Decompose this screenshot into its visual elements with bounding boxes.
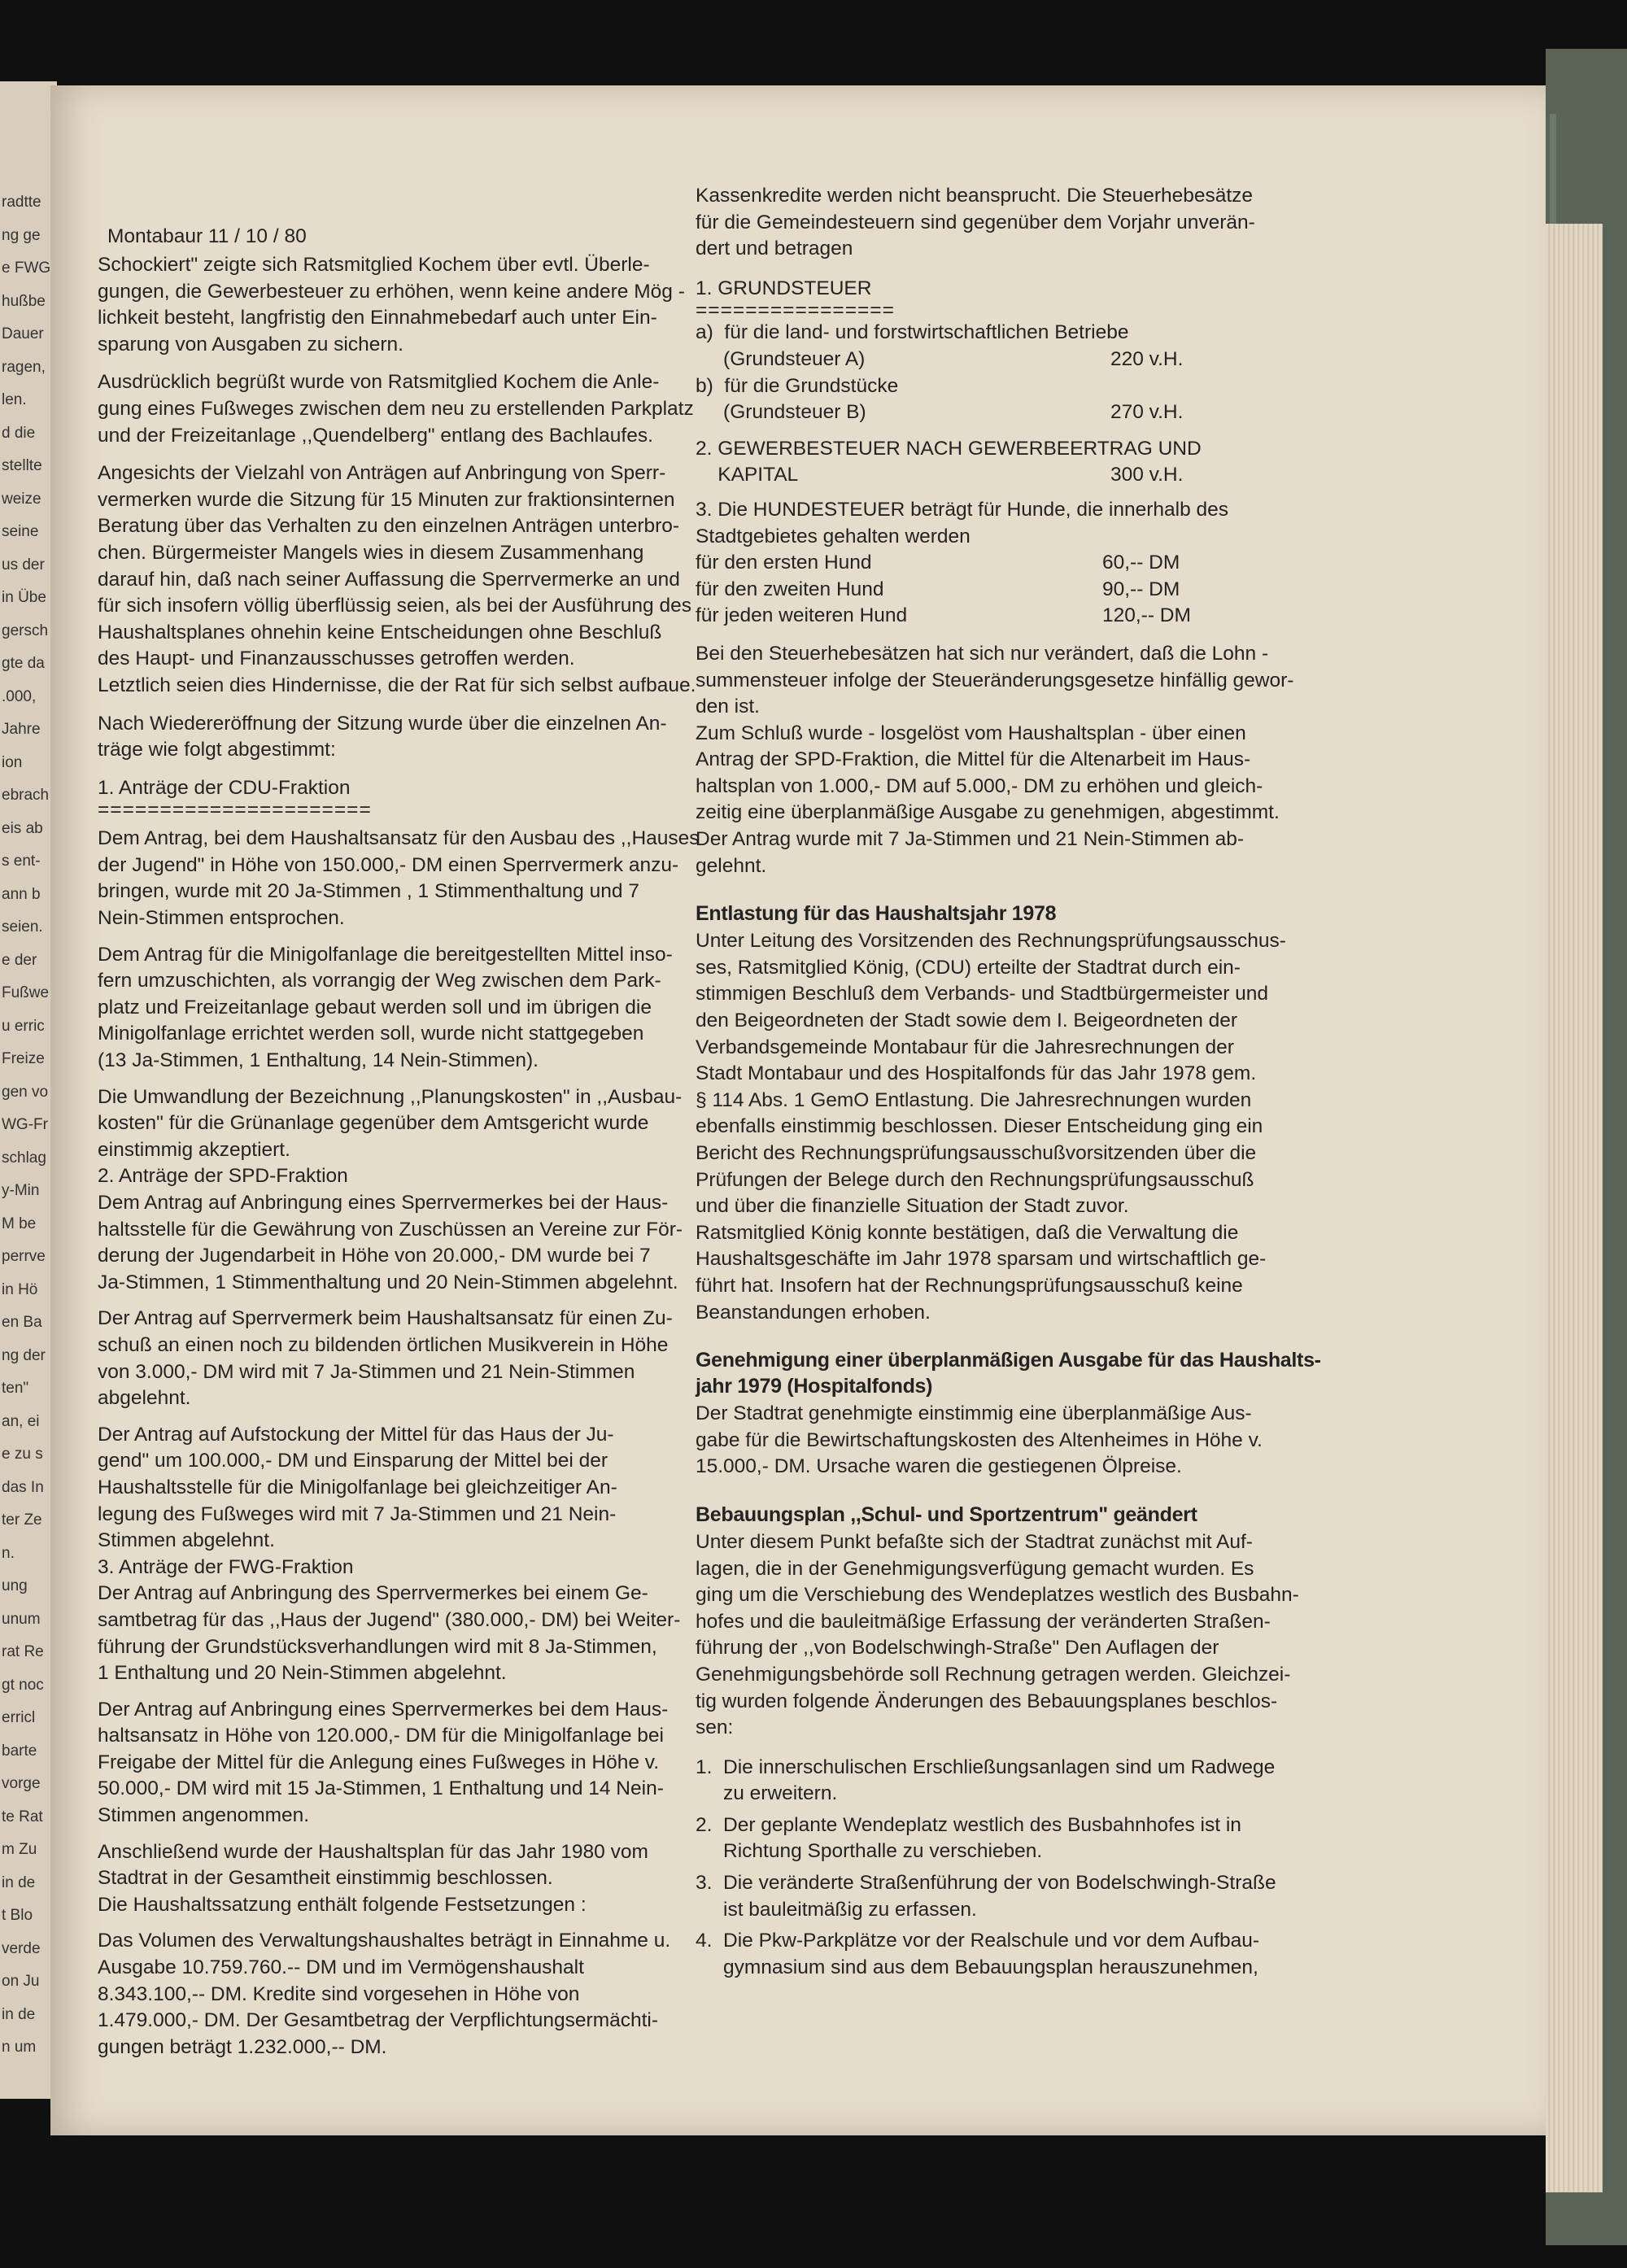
text-line: fern umzuschichten, als vorrangig der Weg zwischen dem Park- xyxy=(98,970,661,992)
list-item xyxy=(696,1870,1314,1923)
adjacent-page-fragment: t Blo xyxy=(2,1907,33,1924)
text-line: Stadtgebietes gehalten werden xyxy=(696,525,971,547)
adjacent-page-fragment: n um xyxy=(2,2039,37,2056)
adjacent-page-fragment: y-Min xyxy=(2,1182,40,1199)
text-line: Freigabe der Mittel für die Anlegung eines Fußweges in Höhe v. xyxy=(98,1751,660,1773)
grundsteuer-table xyxy=(696,320,1314,425)
adjacent-page-fragment: in de xyxy=(2,2005,36,2023)
text-line: Die Haushaltssatzung enthält folgende Festsetzungen : xyxy=(98,1893,587,1916)
text-line: 3. Die HUNDESTEUER beträgt für Hunde, die innerhalb des xyxy=(696,498,1229,521)
page-stack-edges xyxy=(1546,224,1603,2192)
adjacent-page-fragment: rat Re xyxy=(2,1643,44,1660)
list-item xyxy=(696,1755,1314,1808)
text-line: derung der Jugendarbeit in Höhe von 20.000,- DM wurde bei 7 xyxy=(98,1245,651,1267)
adjacent-page-fragment: ragen, xyxy=(2,358,46,376)
text-line: Der Antrag auf Anbringung des Sperrvermerkes bei einem Ge- xyxy=(98,1582,648,1605)
text-line: sparung von Ausgaben zu sichern. xyxy=(98,333,403,355)
paragraph xyxy=(98,1839,716,1919)
adjacent-page-fragment: ter Ze xyxy=(2,1511,42,1529)
right-column xyxy=(696,183,1321,1986)
text-line: träge wie folgt abgestimmt: xyxy=(98,739,336,761)
adjacent-page-fragment: e FWG xyxy=(2,260,51,277)
grundsteuer-value: 220 v.H. xyxy=(1110,347,1184,370)
grundsteuer-row xyxy=(696,399,1314,426)
paragraph xyxy=(98,942,716,1075)
text-line: und der Freizeitanlage ,,Quendelberg" entlang des Bachlaufes. xyxy=(98,424,653,447)
list-number: 2. xyxy=(696,1813,713,1836)
paragraph xyxy=(696,928,1314,1326)
text-line: führung der ,,von Bodelschwingh-Straße" Den Auflagen der xyxy=(696,1637,1219,1660)
left-column xyxy=(98,252,716,2070)
adjacent-page-fragment: gt noc xyxy=(2,1676,44,1694)
text-line: Der Stadtrat genehmigte einstimmig eine überplanmäßige Aus- xyxy=(696,1402,1252,1425)
text-line: Beanstandungen erhoben. xyxy=(696,1301,931,1324)
text-line: den Beigeordneten der Stadt sowie dem I. Beigeordneten der xyxy=(696,1010,1238,1032)
adjacent-page-fragment: radtte xyxy=(2,194,41,211)
section-title-grundsteuer: 1. GRUNDSTEUER xyxy=(696,277,872,299)
list-item xyxy=(696,1928,1314,1981)
paragraph xyxy=(696,641,1314,879)
text-line: hofes und die bauleitmäßige Erfassung der veränderten Straßen- xyxy=(696,1610,1271,1633)
section-underline: ================ xyxy=(696,299,895,322)
text-line: Dem Antrag, bei dem Haushaltsansatz für den Ausbau des ,,Hauses xyxy=(98,827,700,850)
adjacent-page-fragment: gte da xyxy=(2,655,45,672)
list-number: 4. xyxy=(696,1930,713,1952)
section-title-spd: 2. Anträge der SPD-Fraktion xyxy=(98,1165,348,1188)
text-line: Ausgabe 10.759.760.-- DM und im Vermögenshaushalt xyxy=(98,1956,584,1979)
section-underline: ====================== xyxy=(98,799,372,822)
paragraph xyxy=(696,1529,1314,1742)
document-page xyxy=(50,85,1546,2135)
section-title-fwg: 3. Anträge der FWG-Fraktion xyxy=(98,1555,354,1578)
text-line: führung der Grundstücksverhandlungen wird mit 8 Ja-Stimmen, xyxy=(98,1635,657,1658)
adjacent-page-fragment: gersch xyxy=(2,622,49,639)
grundsteuer-label: (Grundsteuer A) xyxy=(696,347,866,370)
text-line: schuß an einen noch zu bildenden örtlichen Musikverein in Höhe xyxy=(98,1333,669,1356)
adjacent-page-fragment: .000, xyxy=(2,687,37,705)
list-item xyxy=(696,1812,1314,1865)
heading-bebauungsplan: Bebauungsplan ,,Schul- und Sportzentrum" geändert xyxy=(696,1503,1197,1526)
text-line: summensteuer infolge der Steueränderungsgesetze hinfällig gewor- xyxy=(696,669,1294,691)
text-line: ses, Ratsmitglied König, (CDU) erteilte der Stadtrat durch ein- xyxy=(696,956,1241,979)
adjacent-page-fragment: Jahre xyxy=(2,721,41,738)
adjacent-page-fragment: te Rat xyxy=(2,1808,43,1825)
grundsteuer-label: b) für die Grundstücke xyxy=(696,374,899,397)
adjacent-page-fragment: in Hö xyxy=(2,1280,38,1298)
text-line: Angesichts der Vielzahl von Anträgen auf Anbringung von Sperr- xyxy=(98,462,666,485)
text-line: gungen, die Gewerbesteuer zu erhöhen, wenn keine andere Mög - xyxy=(98,280,685,303)
text-line: Nach Wiedereröffnung der Sitzung wurde über die einzelnen An- xyxy=(98,712,667,735)
text-line: Haushaltsplanes ohnehin keine Entscheidungen ohne Beschluß xyxy=(98,621,662,643)
adjacent-page-fragment: s ent- xyxy=(2,853,41,870)
hundesteuer-label: für jeden weiteren Hund xyxy=(696,604,908,627)
text-line: tig wurden folgende Änderungen des Bebauungsplanes beschlos- xyxy=(696,1690,1278,1712)
text-line: Anschließend wurde der Haushaltsplan für das Jahr 1980 vom xyxy=(98,1840,648,1863)
text-line: (13 Ja-Stimmen, 1 Enthaltung, 14 Nein-Stimmen). xyxy=(98,1049,539,1072)
paragraph xyxy=(98,460,716,699)
text-line: Stimmen abgelehnt. xyxy=(98,1529,275,1552)
text-line: Unter Leitung des Vorsitzenden des Rechnungsprüfungsausschus- xyxy=(696,930,1286,953)
text-line: 1 Enthaltung und 20 Nein-Stimmen abgelehnt. xyxy=(98,1662,507,1685)
text-line: des Haupt- und Finanzausschusses getroffen werden. xyxy=(98,648,575,670)
adjacent-page-fragment: len. xyxy=(2,391,27,408)
text-line: Der geplante Wendeplatz westlich des Busbahnhofes ist in xyxy=(723,1813,1241,1836)
text-line: lichkeit besteht, langfristig den Einnahmebedarf auch unter Ein- xyxy=(98,307,657,329)
gewerbesteuer-label: KAPITAL xyxy=(696,464,799,486)
text-line: den ist. xyxy=(696,696,760,718)
paragraph xyxy=(696,1401,1314,1481)
paragraph xyxy=(98,826,716,931)
adjacent-page-fragment: WG-Fr xyxy=(2,1116,48,1133)
text-line: haltsansatz in Höhe von 120.000,- DM für die Minigolfanlage bei xyxy=(98,1725,664,1747)
text-line: von 3.000,- DM wird mit 7 Ja-Stimmen und 21 Nein-Stimmen xyxy=(98,1360,635,1383)
paragraph xyxy=(98,1581,716,1686)
adjacent-page-fragment: ng ge xyxy=(2,226,41,244)
text-line: Dem Antrag auf Anbringung eines Sperrvermerkes bei der Haus- xyxy=(98,1192,669,1214)
text-line: Kassenkredite werden nicht beansprucht. Die Steuerhebesätze xyxy=(696,185,1254,207)
adjacent-page-fragment: ann b xyxy=(2,885,41,903)
text-line: Stadtrat in der Gesamtheit einstimmig beschlossen. xyxy=(98,1867,553,1890)
list-text xyxy=(723,1755,1275,1808)
gewerbesteuer-row xyxy=(696,462,1314,489)
adjacent-page-fragment: us der xyxy=(2,556,45,574)
adjacent-page-fragment: ebrach xyxy=(2,787,50,804)
adjacent-page-fragment: n. xyxy=(2,1544,15,1562)
adjacent-page-fragment: hußbe xyxy=(2,292,46,310)
text-line: lagen, die in der Genehmigungsverfügung gemacht wurden. Es xyxy=(696,1557,1254,1580)
adjacent-page-fragment: ion xyxy=(2,753,23,771)
hundesteuer-table xyxy=(696,550,1314,630)
text-line: Richtung Sporthalle zu verschieben. xyxy=(723,1840,1043,1863)
adjacent-page-fragment: en Ba xyxy=(2,1314,42,1331)
text-line: für die Gemeindesteuern sind gegenüber dem Vorjahr unverän- xyxy=(696,211,1255,233)
paragraph xyxy=(696,497,1314,550)
adjacent-page-fragment: Dauer xyxy=(2,325,44,342)
text-line: zeitig eine überplanmäßige Ausgabe zu genehmigen, abgestimmt. xyxy=(696,801,1280,824)
paragraph xyxy=(98,1190,716,1296)
gewerbesteuer-title: 2. GEWERBESTEUER NACH GEWERBEERTRAG UND xyxy=(696,437,1202,460)
adjacent-page-fragment: stellte xyxy=(2,457,42,474)
hundesteuer-row xyxy=(696,550,1314,577)
text-line: § 114 Abs. 1 GemO Entlastung. Die Jahresrechnungen wurden xyxy=(696,1088,1252,1111)
adjacent-page-fragment: m Zu xyxy=(2,1841,37,1858)
text-line: vermerken wurde die Sitzung für 15 Minuten zur fraktionsinternen xyxy=(98,488,675,511)
text-line: Minigolfanlage errichtet werden soll, wurde nicht stattgegeben xyxy=(98,1023,644,1045)
adjacent-page-fragment: das In xyxy=(2,1478,44,1496)
text-line: Der Antrag auf Aufstockung der Mittel für das Haus der Ju- xyxy=(98,1423,614,1446)
adjacent-page-fragment: in Übe xyxy=(2,589,46,606)
adjacent-page-fragment: seine xyxy=(2,523,39,540)
adjacent-page-fragment: seien. xyxy=(2,918,43,936)
paragraph xyxy=(98,1697,716,1830)
text-line: gabe für die Bewirtschaftungskosten des Altenheimes in Höhe v. xyxy=(696,1428,1263,1451)
adjacent-page-fragment: e der xyxy=(2,951,37,969)
adjacent-page-fragment: verde xyxy=(2,1939,41,1957)
adjacent-page-fragment: perrve xyxy=(2,1248,46,1265)
hundesteuer-row xyxy=(696,577,1314,604)
text-line: stimmigen Beschluß dem Verbands- und Stadtbürgermeister und xyxy=(696,983,1269,1005)
text-line: Stadt Montabaur und des Hospitalfonds für das Jahr 1978 gem. xyxy=(696,1062,1257,1085)
hundesteuer-label: für den ersten Hund xyxy=(696,552,872,574)
text-line: 1.479.000,- DM. Der Gesamtbetrag der Verpflichtungsermächti- xyxy=(98,2009,659,2032)
adjacent-page-fragment: erricl xyxy=(2,1709,36,1726)
adjacent-page-fragment: barte xyxy=(2,1742,37,1760)
paragraph xyxy=(98,1084,716,1164)
text-line: Antrag der SPD-Fraktion, die Mittel für die Altenarbeit im Haus- xyxy=(696,748,1251,771)
hundesteuer-value: 60,-- DM xyxy=(1102,552,1180,574)
text-line: gung eines Fußweges zwischen dem neu zu erstellenden Parkplatz xyxy=(98,397,694,420)
paragraph xyxy=(98,369,716,449)
text-line: für sich insofern völlig überflüssig seien, als bei der Ausführung des xyxy=(98,595,691,617)
adjacent-page-fragment: in de xyxy=(2,1873,36,1891)
adjacent-page-fragment: e zu s xyxy=(2,1446,43,1463)
list-number: 1. xyxy=(696,1756,713,1778)
text-line: Die Umwandlung der Bezeichnung ,,Planungskosten" in ,,Ausbau- xyxy=(98,1085,683,1108)
hundesteuer-row xyxy=(696,603,1314,630)
text-line: Der Antrag auf Anbringung eines Sperrvermerkes bei dem Haus- xyxy=(98,1698,669,1721)
paragraph xyxy=(98,1422,716,1555)
adjacent-page-fragment: M be xyxy=(2,1215,37,1232)
adjacent-page-fragment: unum xyxy=(2,1610,41,1628)
adjacent-page-fragment: u erric xyxy=(2,1017,45,1035)
paragraph xyxy=(98,252,716,358)
adjacent-page-fragment: eis ab xyxy=(2,819,43,837)
hundesteuer-value: 90,-- DM xyxy=(1102,578,1180,600)
text-line: gungen beträgt 1.232.000,-- DM. xyxy=(98,2035,387,2058)
text-line: platz und Freizeitanlage gebaut werden soll und im übrigen die xyxy=(98,996,652,1018)
text-line: 50.000,- DM wird mit 15 Ja-Stimmen, 1 Enthaltung und 14 Nein- xyxy=(98,1777,664,1800)
list-text xyxy=(723,1928,1259,1981)
text-line: Zum Schluß wurde - losgelöst vom Haushaltsplan - über einen xyxy=(696,722,1246,744)
text-line: Der Antrag wurde mit 7 Ja-Stimmen und 21 Nein-Stimmen ab- xyxy=(696,828,1245,851)
adjacent-page-fragment: d die xyxy=(2,424,36,442)
text-line: ging um die Verschiebung des Wendeplatzes westlich des Busbahn- xyxy=(696,1584,1299,1607)
adjacent-page-fragment: on Ju xyxy=(2,1973,40,1990)
gewerbesteuer-value: 300 v.H. xyxy=(1110,464,1184,486)
text-line: gelehnt. xyxy=(696,854,767,877)
text-line: haltsstelle für die Gewährung von Zuschüssen an Vereine zur För- xyxy=(98,1218,683,1241)
adjacent-page-fragment: ng der xyxy=(2,1346,46,1364)
grundsteuer-row xyxy=(696,320,1314,347)
text-line: abgelehnt. xyxy=(98,1387,191,1410)
page-header: Montabaur 11 / 10 / 80 xyxy=(107,225,307,247)
text-line: haltsplan von 1.000,- DM auf 5.000,- DM zu erhöhen und gleich- xyxy=(696,774,1263,797)
adjacent-page-fragment: Fußwe xyxy=(2,984,50,1001)
text-line: führt hat. Insofern hat der Rechnungsprüfungsausschuß keine xyxy=(696,1274,1243,1297)
text-line: Dem Antrag für die Minigolfanlage die bereitgestellten Mittel inso- xyxy=(98,943,673,966)
text-line: samtbetrag für das ,,Haus der Jugend" (380.000,- DM) bei Weiter- xyxy=(98,1608,681,1631)
text-line: Bei den Steuerhebesätzen hat sich nur verändert, daß die Lohn - xyxy=(696,642,1269,665)
text-line: zu erweitern. xyxy=(723,1782,838,1805)
text-line: gend" um 100.000,- DM und Einsparung der Mittel bei der xyxy=(98,1450,608,1472)
text-line: Haushaltsstelle für die Minigolfanlage bei gleichzeitiger An- xyxy=(98,1476,617,1498)
paragraph xyxy=(98,1928,716,2061)
list-text xyxy=(723,1812,1241,1865)
adjacent-page-fragment: ten" xyxy=(2,1380,29,1397)
text-line: legung des Fußweges wird mit 7 Ja-Stimmen und 21 Nein- xyxy=(98,1503,617,1525)
text-line: Genehmigungsbehörde soll Rechnung getragen werden. Gleichzei- xyxy=(696,1663,1291,1686)
text-line: ebenfalls einstimmig beschlossen. Dieser Entscheidung ging ein xyxy=(696,1115,1263,1138)
grundsteuer-value: 270 v.H. xyxy=(1110,401,1184,424)
text-line: Nein-Stimmen entsprochen. xyxy=(98,907,345,930)
text-line: Genehmigung einer überplanmäßigen Ausgabe für das Haushalts- xyxy=(696,1349,1321,1372)
text-line: Die innerschulischen Erschließungsanlagen sind um Radwege xyxy=(723,1756,1276,1778)
grundsteuer-row xyxy=(696,373,1314,400)
text-line: Ausdrücklich begrüßt wurde von Ratsmitglied Kochem die Anle- xyxy=(98,371,660,394)
text-line: Unter diesem Punkt befaßte sich der Stadtrat zunächst mit Auf- xyxy=(696,1530,1253,1553)
amendment-list xyxy=(696,1755,1314,1982)
text-line: Verbandsgemeinde Montabaur für die Jahresrechnungen der xyxy=(696,1036,1234,1058)
adjacent-page-fragment: an, ei xyxy=(2,1412,40,1430)
adjacent-page-fragment: Freize xyxy=(2,1050,45,1067)
text-line: chen. Bürgermeister Mangels wies in diesem Zusammenhang xyxy=(98,541,644,564)
text-line: 15.000,- DM. Ursache waren die gestiegenen Ölpreise. xyxy=(696,1455,1182,1478)
text-line: Schockiert" zeigte sich Ratsmitglied Kochem über evtl. Überle- xyxy=(98,254,650,276)
text-line: darauf hin, daß nach seiner Auffassung die Sperrvermerke an und xyxy=(98,568,680,591)
text-line: dert und betragen xyxy=(696,238,853,260)
hundesteuer-value: 120,-- DM xyxy=(1102,604,1191,627)
adjacent-page-fragment: weize xyxy=(2,490,41,508)
grundsteuer-label: a) für die land- und forstwirtschaftlichen Betriebe xyxy=(696,321,1129,344)
text-line: ist bauleitmäßig zu erfassen. xyxy=(723,1898,977,1921)
text-line: der Jugend" in Höhe von 150.000,- DM einen Sperrvermerk anzu- xyxy=(98,853,679,876)
adjacent-page-fragment: vorge xyxy=(2,1775,41,1792)
section-title-cdu: 1. Anträge der CDU-Fraktion xyxy=(98,776,351,799)
paragraph xyxy=(98,1306,716,1411)
text-line: Der Antrag auf Sperrvermerk beim Haushaltsansatz für einen Zu- xyxy=(98,1307,673,1330)
text-line: Die veränderte Straßenführung der von Bodelschwingh-Straße xyxy=(723,1872,1276,1895)
text-line: kosten" für die Grünanlage gegenüber dem Amtsgericht wurde xyxy=(98,1112,649,1135)
text-line: einstimmig akzeptiert. xyxy=(98,1138,290,1161)
text-line: Das Volumen des Verwaltungshaushaltes beträgt in Einnahme u. xyxy=(98,1930,671,1952)
text-line: Stimmen angenommen. xyxy=(98,1804,310,1827)
grundsteuer-row xyxy=(696,347,1314,373)
adjacent-page-fragment: schlag xyxy=(2,1149,46,1167)
text-line: Prüfungen der Belege durch den Rechnungsprüfungsausschuß xyxy=(696,1168,1254,1191)
heading-entlastung: Entlastung für das Haushaltsjahr 1978 xyxy=(696,902,1057,926)
adjacent-page-fragment: ung xyxy=(2,1577,28,1594)
text-line: Ratsmitglied König konnte bestätigen, daß die Verwaltung die xyxy=(696,1221,1239,1244)
text-line: Bericht des Rechnungsprüfungsausschußvorsitzenden über die xyxy=(696,1142,1257,1164)
adjacent-page-fragment: gen vo xyxy=(2,1083,49,1101)
grundsteuer-label: (Grundsteuer B) xyxy=(696,401,866,424)
text-line: Letztlich seien dies Hindernisse, die der Rat für sich selbst aufbaue. xyxy=(98,674,696,696)
text-line: Ja-Stimmen, 1 Stimmenthaltung und 20 Nein-Stimmen abgelehnt. xyxy=(98,1271,678,1293)
text-line: sen: xyxy=(696,1716,734,1739)
previous-page-edge xyxy=(0,81,57,2099)
text-line: 8.343.100,-- DM. Kredite sind vorgesehen in Höhe von xyxy=(98,1982,580,2005)
text-line: gymnasium sind aus dem Bebauungsplan herauszunehmen, xyxy=(723,1956,1258,1978)
list-text xyxy=(723,1870,1276,1923)
text-line: Haushaltsgeschäfte im Jahr 1978 sparsam und wirtschaftlich ge- xyxy=(696,1248,1267,1271)
text-line: bringen, wurde mit 20 Ja-Stimmen , 1 Stimmenthaltung und 7 xyxy=(98,880,639,903)
paragraph xyxy=(696,183,1314,263)
heading-genehmigung xyxy=(696,1347,1321,1399)
hundesteuer-label: für den zweiten Hund xyxy=(696,578,884,600)
text-line: und über die finanzielle Situation der Stadt zuvor. xyxy=(696,1195,1129,1218)
text-line: Die Pkw-Parkplätze vor der Realschule und vor dem Aufbau- xyxy=(723,1930,1260,1952)
text-line: Beratung über das Verhalten zu den einzelnen Anträgen unterbro- xyxy=(98,515,680,538)
list-number: 3. xyxy=(696,1872,713,1895)
paragraph xyxy=(98,711,716,764)
text-line: jahr 1979 (Hospitalfonds) xyxy=(696,1375,933,1398)
